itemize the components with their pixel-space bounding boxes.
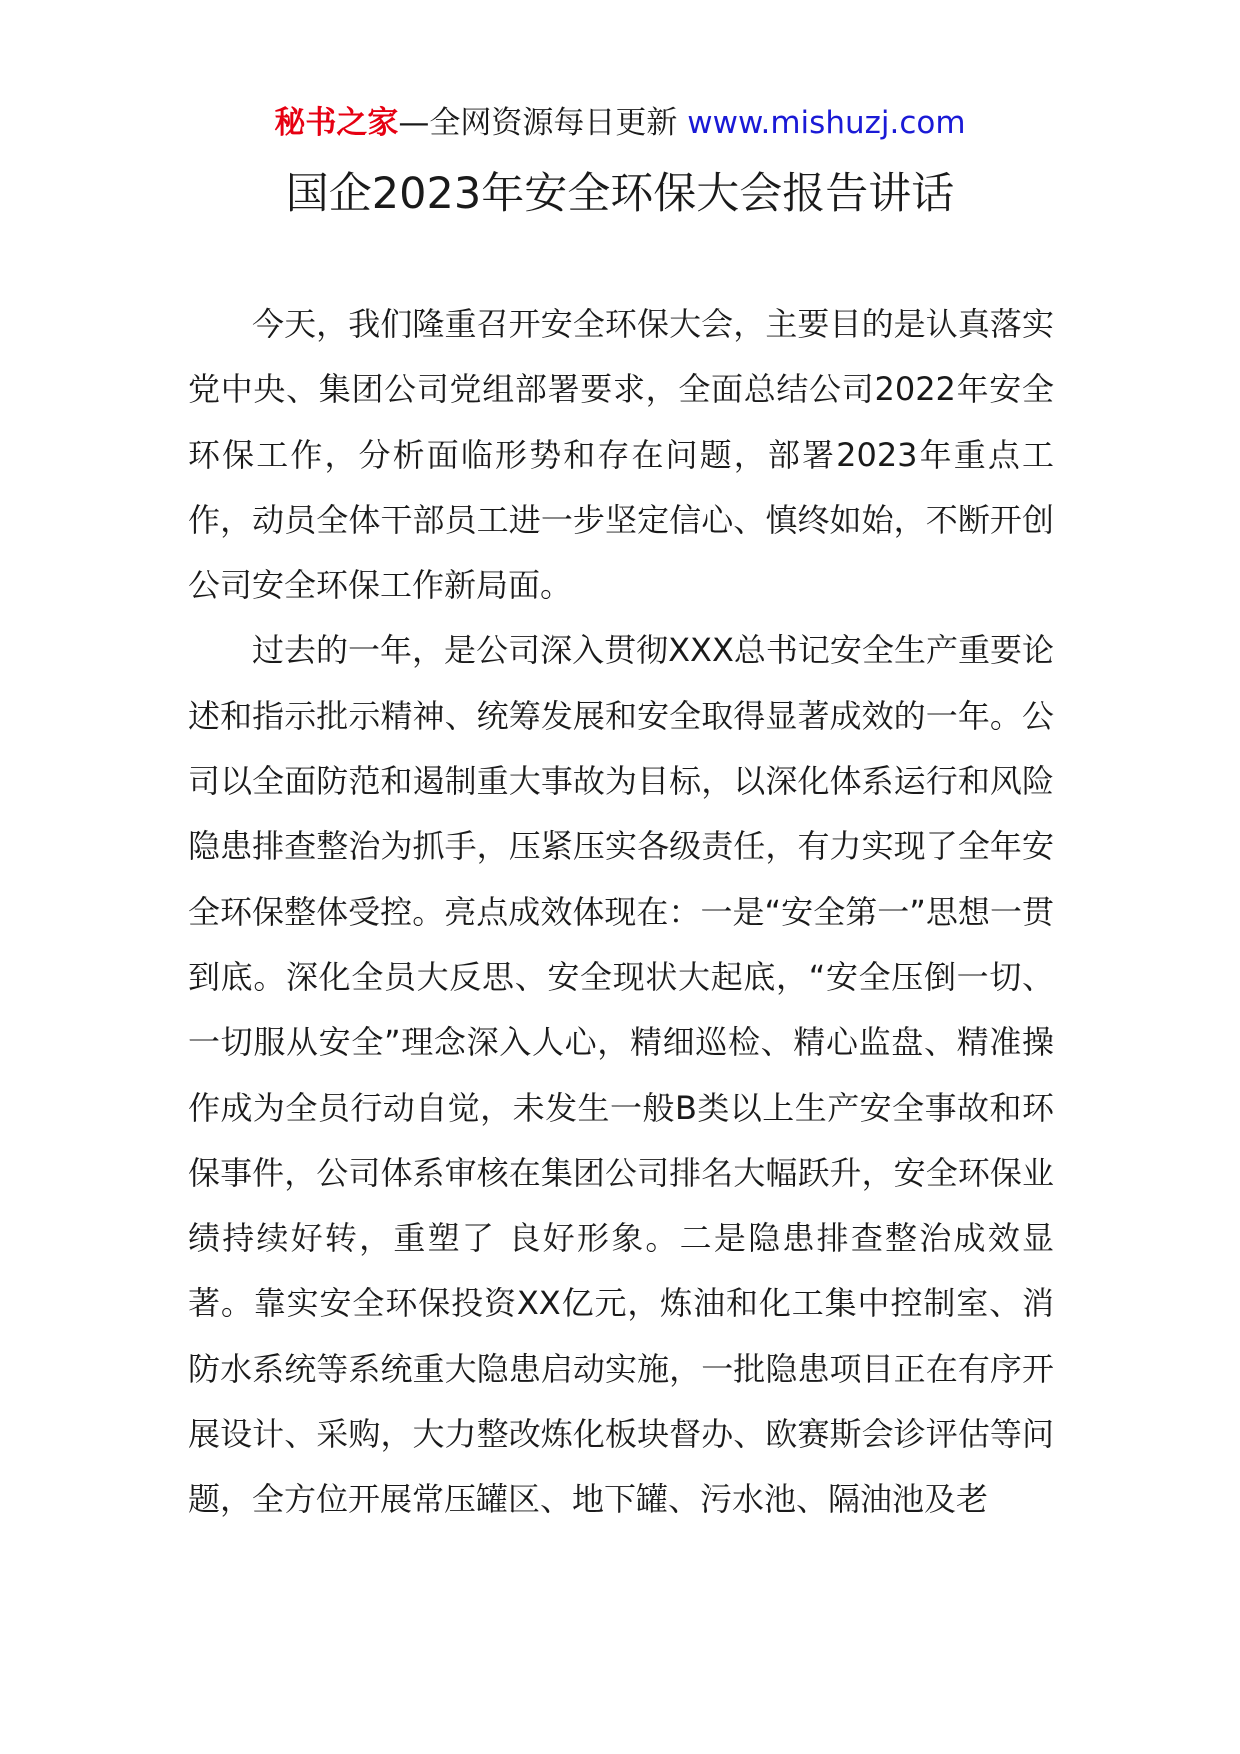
- site-url-link[interactable]: www.mishuzj.com: [687, 105, 966, 141]
- paragraph: 过去的一年，是公司深入贯彻XXX总书记安全生产重要论述和指示批示精神、统筹发展和安全取得显著成效的一年。公司以全面防范和遏制重大事故为目标，以深化体系运行和风险隐患排查整治为抓手，压紧压实各级责任，有力实现了全年安全环保整体受控。亮点成效体现在：一是“安全第一”思想一贯到底。深化全员大反思、安全现状大起底，“安全压倒一切、一切服从安全”理念深入人心，精细巡检、精心监盘、精准操作成为全员行动自觉，未发生一般B类以上生产安全事故和环保事件，公司体系审核在集团公司排名大幅跃升，安全环保业绩持续好转，重塑了 良好形象。二是隐患排查整治成效显著。靠实安全环保投资XX亿元，炼油和化工集中控制室、消防水系统等系统重大隐患启动实施，一批隐患项目正在有序开展设计、采购，大力整改炼化板块督办、欧赛斯会诊评估等问题，全方位开展常压罐区、地下罐、污水池、隔油池及老: [188, 631, 1054, 1519]
- document-body: [188, 292, 1054, 1533]
- paragraph: 今天，我们隆重召开安全环保大会，主要目的是认真落实党中央、集团公司党组部署要求，全面总结公司2022年安全环保工作，分析面临形势和存在问题，部署2023年重点工作，动员全体干部员工进一步坚定信心、慎终如始，不断开创公司安全环保工作新局面。: [188, 305, 1054, 605]
- document-title: 国企2023年安全环保大会报告讲话: [285, 169, 955, 219]
- site-banner: [0, 100, 1240, 146]
- banner-tagline: —全网资源每日更新: [398, 105, 688, 141]
- brand-name: 秘书之家: [274, 105, 399, 141]
